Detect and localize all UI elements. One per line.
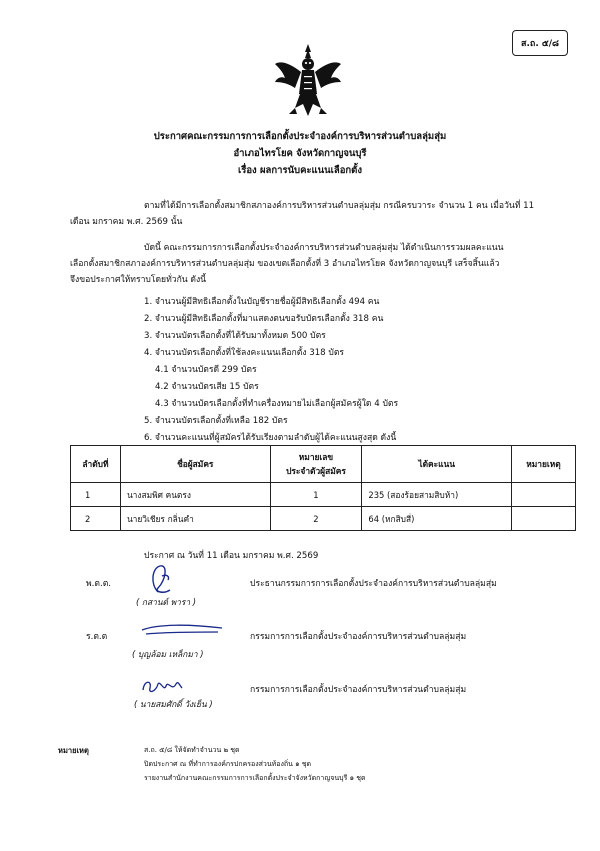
intro-paragraph-1-line-1: ตามที่ได้มีการเลือกตั้งสมาชิกสภาองค์การบริหารส่วนตำบลลุ่มสุ่ม กรณีครบวาระ จำนวน 1 คน เมื่อวันที่ 11	[144, 201, 535, 211]
stat-ballots-used: 4. จำนวนบัตรเลือกตั้งที่ใช้ลงคะแนนเลือกตั้ง 318 บัตร	[144, 348, 345, 358]
signature-1-image	[140, 562, 190, 598]
stat-voters-attended: 2. จำนวนผู้มีสิทธิเลือกตั้งที่มาแสดงตนขอรับบัตรเลือกตั้ง 318 คน	[144, 314, 384, 324]
heading-title: ประกาศคณะกรรมการการเลือกตั้งประจำองค์การบริหารส่วนตำบลลุ่มสุ่ม	[153, 131, 447, 142]
signer-2-name: ( บุญล้อม เหล็กมา )	[132, 649, 204, 659]
cell-candidate-name: นางสมพิศ คนตรง	[120, 483, 270, 507]
cell-order: 2	[71, 507, 121, 531]
table-row	[71, 483, 576, 507]
stat-remaining-ballots: 5. จำนวนบัตรเลือกตั้งที่เหลือ 182 บัตร	[144, 416, 288, 426]
table-row	[71, 507, 576, 531]
results-table	[70, 445, 576, 531]
signer-3-name: ( นายสมศักดิ์ วังเย็น )	[134, 699, 213, 709]
signer-1-title: ประธานกรรมการการเลือกตั้งประจำองค์การบริหารส่วนตำบลลุ่มสุ่ม	[250, 579, 497, 589]
stat-candidate-scores-intro: 6. จำนวนคะแนนที่ผู้สมัครได้รับเรียงตามลำดับผู้ได้คะแนนสูงสุด ดังนี้	[144, 433, 397, 443]
col-header-score: ได้คะแนน	[362, 446, 512, 483]
cell-candidate-number: 1	[270, 483, 362, 507]
heading-subject: เรื่อง ผลการนับคะแนนเลือกตั้ง	[237, 165, 362, 176]
footer-note-line-2: ปิดประกาศ ณ ที่ทำการองค์กรปกครองส่วนท้องถิ่น ๑ ชุด	[144, 760, 312, 768]
col-header-order: ลำดับที่	[71, 446, 121, 483]
signer-2-rank: ร.ต.ต	[86, 632, 108, 642]
cell-candidate-name: นายวิเชียร กลิ่นคำ	[120, 507, 270, 531]
form-code-badge: ส.ถ. ๕/๘	[512, 30, 568, 56]
cell-score: 235 (สองร้อยสามสิบห้า)	[362, 483, 512, 507]
intro-paragraph-2-line-2: เลือกตั้งสมาชิกสภาองค์การบริหารส่วนตำบลลุ่มสุ่ม ของเขตเลือกตั้งที่ 3 อำเภอไทรโยค จังหวัดกาญจนบุรี เสร็จสิ้นแล้ว	[70, 259, 500, 269]
col-header-number-line-2: ประจำตัวผู้สมัคร	[286, 466, 346, 476]
footer-note-label: หมายเหตุ	[58, 746, 89, 755]
signature-3-image	[140, 676, 184, 696]
signer-1-rank: พ.ต.ต.	[86, 579, 112, 589]
footer-note-line-1: ส.ถ. ๕/๘ ให้จัดทำจำนวน ๒ ชุด	[144, 746, 240, 754]
stat-spoiled-ballots: 4.2 จำนวนบัตรเสีย 15 บัตร	[155, 382, 259, 392]
signer-2-title: กรรมการการเลือกตั้งประจำองค์การบริหารส่วนตำบลลุ่มสุ่ม	[250, 632, 467, 642]
announce-date: ประกาศ ณ วันที่ 11 เดือน มกราคม พ.ศ. 2569	[144, 551, 319, 561]
results-table-header	[71, 446, 576, 483]
col-header-candidate-name: ชื่อผู้สมัคร	[120, 446, 270, 483]
signer-3-title: กรรมการการเลือกตั้งประจำองค์การบริหารส่วนตำบลลุ่มสุ่ม	[250, 685, 467, 695]
cell-order: 1	[71, 483, 121, 507]
cell-candidate-number: 2	[270, 507, 362, 531]
intro-paragraph-2-line-3: จึงขอประกาศให้ทราบโดยทั่วกัน ดังนี้	[70, 275, 207, 285]
footer-note-line-3: รายงานสำนักงานคณะกรรมการการเลือกตั้งประจำจังหวัดกาญจนบุรี ๑ ชุด	[144, 774, 366, 782]
stat-no-vote-ballots: 4.3 จำนวนบัตรเลือกตั้งที่ทำเครื่องหมายไม่เลือกผู้สมัครผู้ใด 4 บัตร	[155, 399, 399, 409]
intro-paragraph-1-line-2: เดือน มกราคม พ.ศ. 2569 นั้น	[70, 217, 183, 227]
cell-note	[512, 507, 576, 531]
col-header-candidate-number	[270, 446, 362, 483]
cell-score: 64 (หกสิบสี่)	[362, 507, 512, 531]
signer-1-name: ( กสานต์ พารา )	[136, 597, 196, 607]
stat-ballots-received: 3. จำนวนบัตรเลือกตั้งที่ได้รับมาทั้งหมด 500 บัตร	[144, 331, 326, 341]
signature-2-image	[138, 620, 228, 642]
stat-good-ballots: 4.1 จำนวนบัตรดี 299 บัตร	[155, 365, 257, 375]
garuda-emblem-icon	[273, 42, 343, 122]
col-header-note: หมายเหตุ	[512, 446, 576, 483]
stat-eligible-voters: 1. จำนวนผู้มีสิทธิเลือกตั้งในบัญชีรายชื่อผู้มีสิทธิเลือกตั้ง 494 คน	[144, 297, 380, 307]
heading-district: อำเภอไทรโยค จังหวัดกาญจนบุรี	[233, 148, 367, 159]
intro-paragraph-2-line-1: บัดนี้ คณะกรรมการการเลือกตั้งประจำองค์การบริหารส่วนตำบลลุ่มสุ่ม ได้ดำเนินการรวมผลคะแนน	[144, 243, 504, 253]
cell-note	[512, 483, 576, 507]
col-header-number-line-1: หมายเลข	[298, 452, 334, 462]
